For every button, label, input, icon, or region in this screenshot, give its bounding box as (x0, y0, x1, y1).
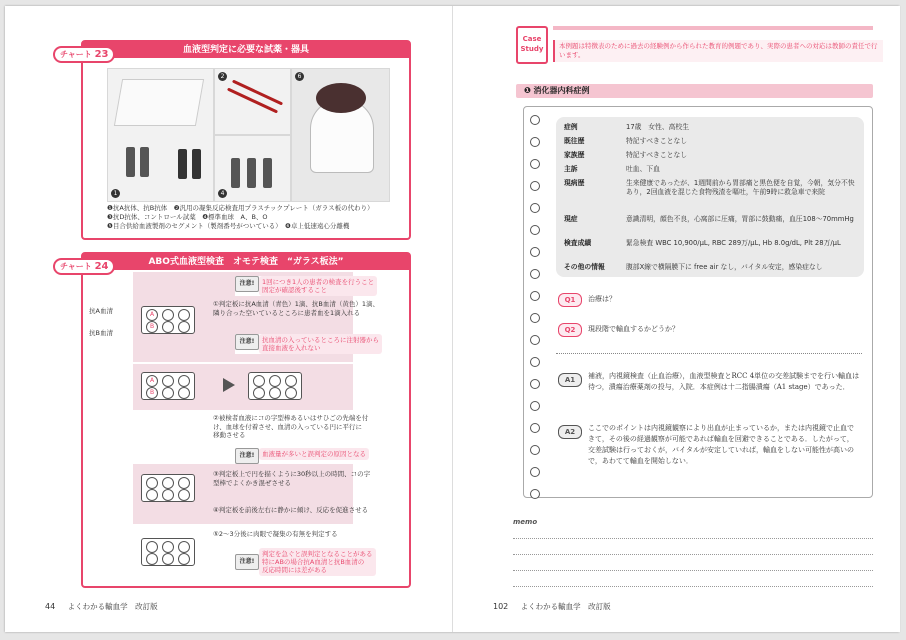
ring-icon (530, 445, 540, 455)
chart-tag-number: 23 (94, 49, 109, 60)
caution-note (235, 276, 405, 296)
centrifuge-rotor-image (316, 83, 366, 113)
ring-icon (530, 247, 540, 257)
glass-plate-diagram (141, 306, 195, 334)
caution-icon: 注意! (235, 448, 259, 464)
ring-icon (530, 291, 540, 301)
plate-well (285, 387, 297, 399)
plate-well (162, 541, 174, 553)
plate-well (162, 387, 174, 399)
ring-icon (530, 423, 540, 433)
case-study-note: 本例題は特徴表のために過去の経験例から作られた教育的例題であり、実際の患者への対応は教師の責任で行います。 (553, 40, 883, 62)
memo-line (513, 554, 873, 555)
plate-well (146, 541, 158, 553)
step-3: ③判定板上で円を描くように30秒以上の時間、コの字 型棒でよくかき混ぜさせる (213, 470, 371, 487)
caption-line: ❺目合供給血液製剤のセグメント（製剤番号がついている） ❻卓上低速遠心分離機 (107, 222, 350, 230)
case-info-key: 主訴 (564, 165, 578, 173)
plate-well (178, 375, 190, 387)
case-info-key: 既往歴 (564, 137, 585, 145)
case-info-key: 症例 (564, 123, 578, 131)
case-study-bar (553, 26, 873, 30)
right-folio (493, 601, 611, 612)
case-info-key: 現病歴 (564, 179, 585, 187)
plate-well (162, 553, 174, 565)
case-info-value: 腹部X線で横隔膜下に free air なし，バイタル安定，感染症なし (626, 263, 823, 271)
step-4: ④判定板を前後左右に静かに傾け、反応を促進させる (213, 506, 369, 514)
case-info-box (556, 117, 864, 277)
photo-centrifuge (291, 68, 390, 202)
chart-23-tag (53, 46, 115, 63)
photo-segment-tubes (214, 68, 291, 135)
plate-well (178, 321, 190, 333)
question-text: 現段階で輸血するかどうか？ (588, 325, 679, 333)
standard-cell-vial-image (247, 158, 256, 188)
case-info-value: 生来健康であったが、1週間前から胃部痛と黒色便を自覚，今朝，気分不快あり，2回血液を混じた食物残渣を嘔吐，午前9時に救急車で来院 (626, 179, 855, 196)
step-5: ⑤2～3分後に肉眼で凝集の有無を判定する (213, 530, 338, 538)
plate-well (178, 541, 190, 553)
answer-badge: A1 (558, 373, 582, 387)
caption-line: ❶抗A抗体、抗B抗体 ❷汎用の凝集反応検査用プラスチックプレート（ガラス板の代わり） (107, 204, 374, 212)
question-badge: Q2 (558, 323, 582, 337)
plate-well: B (146, 321, 158, 333)
caution-text: 血液量が多いと誤判定の原因となる (259, 448, 369, 460)
plate-well (269, 375, 281, 387)
plate-well (162, 309, 174, 321)
plate-well (253, 387, 265, 399)
glass-plate-diagram (141, 372, 195, 400)
ring-icon (530, 137, 540, 147)
caution-text: 1回につき1人の患者の検査を行うこと 固定が確認後すること (259, 276, 377, 296)
plate-well (162, 477, 174, 489)
answer-text: 補液，内視鏡検査（止血治療），血液型検査とRCC 4単位の交差試験までを行い輸血は待つ，潰瘍治療薬剤の投与，入院．本症例は十二指腸潰瘍（A1 stage）であった． (588, 372, 860, 391)
right-page (452, 6, 900, 632)
ring-icon (530, 181, 540, 191)
photo-number: 6 (295, 72, 304, 81)
photo-number: 1 (111, 189, 120, 198)
memo-line (513, 538, 873, 539)
chart-23-title: 血液型判定に必要な試薬・器具 (83, 42, 409, 58)
case-notebook (523, 106, 873, 498)
control-vial-image (192, 149, 201, 179)
case-info-value: 吐血、下血 (626, 165, 660, 173)
ring-icon (530, 225, 540, 235)
photo-standard-cells (214, 135, 291, 202)
anti-d-vial-image (178, 149, 187, 179)
step-2: ②被検者血液にコの字型棒あるいはサひごの先端を付 け、血球を付着させ、血清の入っている円に平行に 移動させる (213, 414, 369, 439)
photo-number: 4 (218, 189, 227, 198)
plate-well (269, 387, 281, 399)
ring-icon (530, 159, 540, 169)
antibody-vial-image (140, 147, 149, 177)
case-info-key: その他の情報 (564, 263, 605, 271)
chart-23-panel (60, 40, 411, 240)
ring-icon (530, 357, 540, 367)
plate-well (178, 489, 190, 501)
page-number: 44 (45, 602, 56, 611)
anti-b-serum-label: 抗B血清 (89, 329, 113, 337)
plastic-plate-image (114, 79, 204, 126)
caution-note (235, 448, 405, 462)
photo-reagents-and-plate (107, 68, 214, 202)
ring-icon (530, 335, 540, 345)
case-info-key: 現症 (564, 215, 578, 223)
plate-well (178, 309, 190, 321)
chart-tag-number: 24 (94, 261, 109, 272)
case-info-value: 特記すべきことなし (626, 151, 688, 159)
glass-plate-diagram (141, 538, 195, 566)
glass-plate-diagram (248, 372, 302, 400)
memo-line (513, 570, 873, 571)
caution-icon: 注意! (235, 276, 259, 292)
book-spread (5, 6, 899, 632)
plate-well: A (146, 309, 158, 321)
ring-icon (530, 401, 540, 411)
ring-icon (530, 203, 540, 213)
chart-24-panel (60, 252, 411, 588)
caution-icon: 注意! (235, 334, 259, 350)
section-title: ❶ 消化器内科症例 (516, 84, 873, 98)
case-info-key: 検査成績 (564, 239, 592, 247)
plate-well (285, 375, 297, 387)
answer-text: ここでのポイントは内視鏡観察により出血が止まっているか，または内視鏡で止血できて，その後の経過観察が可能であれば輸血を回避できることである．したがって，交差試験は行っておくが，バイタルが安定していれば，輸血をしない可能性が高いので，あわてて輸血を開始しない． (588, 424, 854, 465)
chart-24-tag (53, 258, 115, 275)
plate-well (146, 489, 158, 501)
step-1: ①判定板に抗A血清（青色）1滴、抗B血清（黄色）1滴、 隣り合った空いているところに患者血を1滴入れる (213, 300, 380, 317)
ring-icon (530, 313, 540, 323)
caution-icon: 注意! (235, 554, 259, 570)
case-study-badge (516, 26, 548, 64)
plate-well (162, 321, 174, 333)
case-study-badge-line: Case (522, 35, 542, 43)
left-folio (45, 601, 158, 612)
caution-text: 判定を急ぐと誤判定となることがある 特にABの場合抗A血清と抗B血清の 反応時間には差がある (259, 548, 376, 576)
ring-icon (530, 269, 540, 279)
plate-well (178, 553, 190, 565)
question-badge: Q1 (558, 293, 582, 307)
case-study-badge-line: Study (520, 45, 544, 53)
plate-well (162, 375, 174, 387)
book-title: よくわかる輸血学 改訂版 (520, 602, 611, 611)
case-info-key: 家族歴 (564, 151, 585, 159)
anti-a-serum-label: 抗A血清 (89, 307, 113, 315)
standard-cell-vial-image (263, 158, 272, 188)
standard-cell-vial-image (231, 158, 240, 188)
answer-badge: A2 (558, 425, 582, 439)
page-number: 102 (493, 602, 509, 611)
question-text: 治療は？ (588, 295, 616, 303)
arrow-right-icon (223, 378, 235, 392)
plate-well (178, 387, 190, 399)
caution-text: 抗血清の入っているところに注射器から 直接血液を入れない (259, 334, 382, 354)
chart-tag-prefix: チャート (60, 262, 92, 271)
caption-line: ❸抗D抗体、コントロール試薬 ❹標準血球 A、B、O (107, 213, 268, 221)
antibody-vial-image (126, 147, 135, 177)
case-info-value: 17歳 女性、高校生 (626, 123, 690, 131)
chart-tag-prefix: チャート (60, 50, 92, 59)
memo-label: memo (513, 518, 538, 526)
ring-icon (530, 489, 540, 499)
case-info-value: 緊急検査 WBC 10,900/μL, RBC 289万/μL, Hb 8.0g/dL, Plt 28万/μL (626, 239, 841, 247)
left-page (5, 6, 452, 632)
plate-well (253, 375, 265, 387)
photo-number: 2 (218, 72, 227, 81)
case-info-value: 意識清明，顔色不良，心窩部に圧痛，胃部に鼓動痛，血圧108～70mmHg (626, 215, 854, 223)
plate-well (146, 477, 158, 489)
glass-plate-diagram (141, 474, 195, 502)
plate-well (178, 477, 190, 489)
ring-icon (530, 467, 540, 477)
caution-note (235, 548, 405, 578)
chart-24-title: ABO式血液型検査 オモテ検査 “ガラス板法” (83, 254, 409, 270)
chart-23-captions (107, 204, 397, 231)
ring-icon (530, 379, 540, 389)
plate-well: A (146, 375, 158, 387)
plate-well (146, 553, 158, 565)
plate-well: B (146, 387, 158, 399)
separator (556, 353, 862, 354)
memo-line (513, 586, 873, 587)
caution-note (235, 334, 405, 354)
case-info-value: 特記すべきことなし (626, 137, 688, 145)
plate-well (162, 489, 174, 501)
notebook-rings (530, 115, 540, 511)
ring-icon (530, 115, 540, 125)
book-title: よくわかる輸血学 改訂版 (67, 602, 158, 611)
